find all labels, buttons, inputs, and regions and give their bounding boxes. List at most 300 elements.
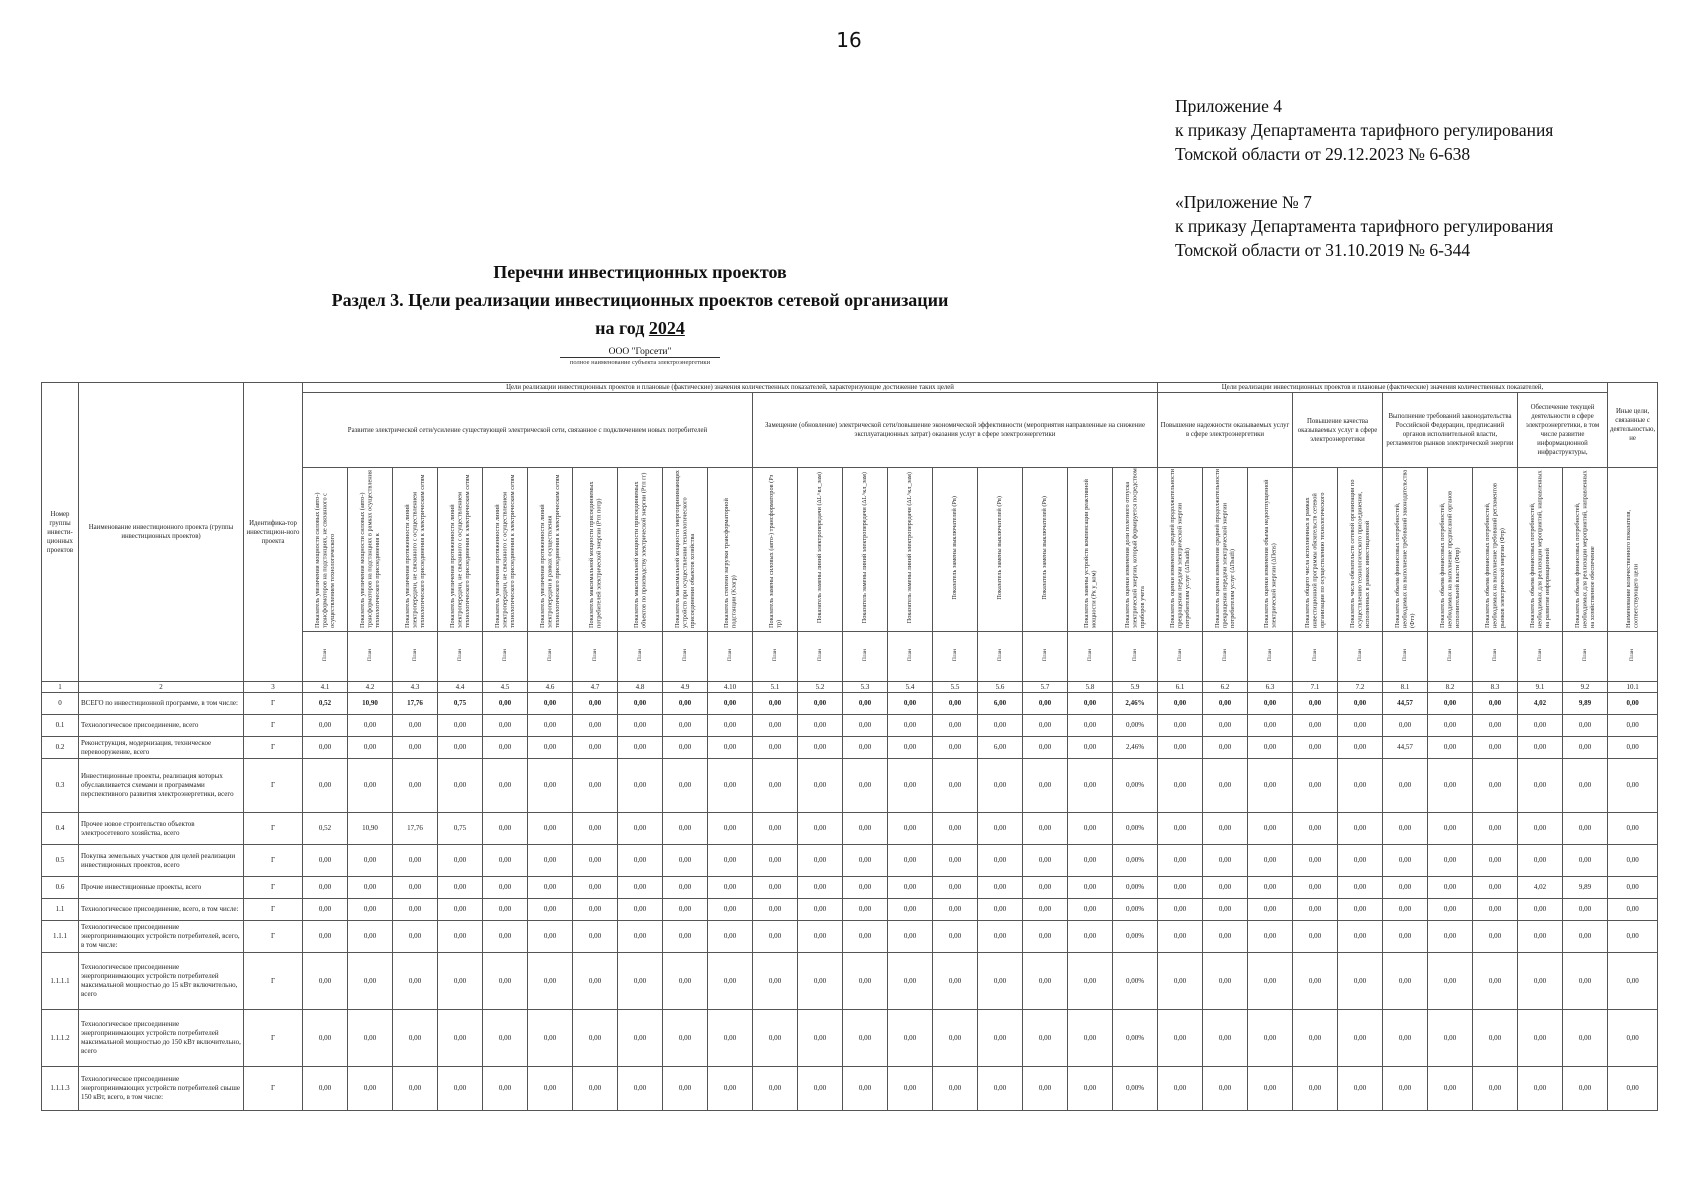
value-cell: 0,00 — [753, 693, 798, 715]
value-cell: 0,00 — [663, 1067, 708, 1111]
table-row — [42, 715, 1658, 737]
sub-header-28 — [1518, 468, 1563, 632]
column-number: 4.8 — [618, 682, 663, 693]
value-cell: 0,00 — [1068, 877, 1113, 899]
value-cell: 0,00 — [888, 715, 933, 737]
value-cell: 0,00 — [1563, 759, 1608, 813]
value-cell: 0,00 — [798, 899, 843, 921]
sub-header-11 — [753, 468, 798, 632]
column-number: 10.1 — [1608, 682, 1658, 693]
plan-label: План — [861, 648, 868, 662]
sub-header-19 — [1113, 468, 1158, 632]
value-cell: 0,00 — [483, 921, 528, 953]
value-cell: 0,00 — [573, 845, 618, 877]
column-number: 7.2 — [1338, 682, 1383, 693]
value-cell: 0,00 — [798, 813, 843, 845]
row-project-name: Технологическое присоединение энергопринимающих устройств потребителей, всего, в том числе: — [79, 921, 244, 953]
value-cell: 0,00 — [1338, 759, 1383, 813]
page-number: 16 — [836, 28, 862, 52]
org-name: ООО "Горсети" — [560, 347, 720, 358]
value-cell: 0,00 — [1023, 953, 1068, 1010]
value-cell: 0,00 — [483, 715, 528, 737]
value-cell: 0,00 — [1338, 715, 1383, 737]
sub-header-text: Показатель степени загрузки трансформаторной подстанции (Kзагр) — [722, 498, 737, 628]
value-cell: 0,00 — [933, 715, 978, 737]
row-number: 0.4 — [42, 813, 79, 845]
value-cell: 0,00 — [1248, 737, 1293, 759]
sub-header-text: Показатель увеличения протяженности линий электропередачи, не связанного с осуществлением технологического присоединения к электрическим сетям — [448, 474, 471, 628]
plan-cell — [663, 632, 708, 682]
value-cell: 0,00 — [1338, 899, 1383, 921]
sub-header-text: Показатель замены устройств компенсации реактивной мощности (Pк у_ком) — [1082, 479, 1097, 628]
value-cell: 0,00 — [1338, 693, 1383, 715]
table-row — [42, 759, 1658, 813]
value-cell: 0,00 — [1428, 759, 1473, 813]
row-project-id: Г — [244, 759, 303, 813]
value-cell: 0,00 — [348, 759, 393, 813]
column-number: 6.1 — [1158, 682, 1203, 693]
value-cell: 0,00 — [393, 877, 438, 899]
value-cell: 0,00 — [483, 877, 528, 899]
sub-header-text: Показатель оценки изменения средней продолжительности прекращения передачи электрической энергии потребителям услуг (ΔПsaidi) — [1168, 468, 1191, 628]
value-cell: 0,00 — [1428, 715, 1473, 737]
value-cell: 0,00 — [708, 1067, 753, 1111]
value-cell: 0,00 — [618, 759, 663, 813]
appendix-1-line-1: Приложение 4 — [1175, 96, 1283, 116]
value-cell: 0,00 — [1383, 813, 1428, 845]
value-cell: 0,00 — [1203, 1067, 1248, 1111]
value-cell: 0,00 — [1473, 921, 1518, 953]
sub-header-14 — [888, 468, 933, 632]
value-cell: 0,00 — [348, 1010, 393, 1067]
value-cell: 0,00 — [303, 845, 348, 877]
column-number: 4.9 — [663, 682, 708, 693]
value-cell: 0,00 — [1338, 1067, 1383, 1111]
value-cell: 0,00 — [1473, 813, 1518, 845]
row-project-id: Г — [244, 1010, 303, 1067]
value-cell: 0,00 — [1518, 715, 1563, 737]
value-cell: 0,00 — [573, 737, 618, 759]
value-cell: 0,00 — [1518, 1067, 1563, 1111]
column-number: 5.3 — [843, 682, 888, 693]
value-cell: 0,00 — [348, 737, 393, 759]
sub-header-text: Показатель объема финансовых потребностей, необходимых на выполнение требований регламентов рынков электрической энергии (Фтр) — [1483, 482, 1506, 628]
value-cell: 0,00 — [303, 899, 348, 921]
row-number: 0 — [42, 693, 79, 715]
value-cell: 0,00 — [348, 899, 393, 921]
sub-header-23 — [1293, 468, 1338, 632]
value-cell: 0,00 — [1608, 813, 1658, 845]
value-cell: 0,00 — [708, 845, 753, 877]
value-cell: 0,00% — [1113, 813, 1158, 845]
plan-label: План — [996, 648, 1003, 662]
value-cell: 0,00 — [843, 737, 888, 759]
value-cell: 0,00 — [348, 877, 393, 899]
value-cell: 0,00 — [618, 737, 663, 759]
appendix-2-line-2: к приказу Департамента тарифного регулирования — [1175, 216, 1554, 236]
title-line-2: Раздел 3. Цели реализации инвестиционных проектов сетевой организации — [331, 290, 949, 310]
value-cell: 0,00 — [663, 759, 708, 813]
value-cell: 0,00 — [303, 737, 348, 759]
column-number: 2 — [79, 682, 244, 693]
value-cell: 0,00 — [573, 877, 618, 899]
value-cell: 0,00 — [1563, 1067, 1608, 1111]
value-cell: 0,00 — [888, 759, 933, 813]
value-cell: 0,00 — [1518, 845, 1563, 877]
value-cell: 0,00 — [978, 813, 1023, 845]
value-cell: 0,00 — [1293, 759, 1338, 813]
org-caption: полное наименование субъекта электроэнергетики — [569, 359, 711, 366]
value-cell: 0,00 — [573, 813, 618, 845]
value-cell: 0,00 — [798, 759, 843, 813]
value-cell: 0,00 — [1563, 845, 1608, 877]
table-row — [42, 877, 1658, 899]
plan-label: План — [366, 648, 373, 662]
value-cell: 0,00 — [1203, 1010, 1248, 1067]
column-number: 4.4 — [438, 682, 483, 693]
row-project-id: Г — [244, 877, 303, 899]
sub-header-text: Показатель замены выключателей (Pв) — [951, 496, 959, 600]
value-cell: 0,00 — [483, 953, 528, 1010]
plan-cell — [1563, 632, 1608, 682]
value-cell: 0,00 — [1293, 715, 1338, 737]
value-cell: 0,00 — [1068, 953, 1113, 1010]
value-cell: 0,00 — [888, 737, 933, 759]
value-cell: 0,00 — [1383, 715, 1428, 737]
row-project-id: Г — [244, 953, 303, 1010]
sub-header-16 — [978, 468, 1023, 632]
sub-header-18 — [1068, 468, 1113, 632]
value-cell: 0,00 — [1248, 759, 1293, 813]
plan-label: План — [1266, 648, 1273, 662]
value-cell: 0,00 — [1158, 1067, 1203, 1111]
value-cell: 0,00 — [1158, 845, 1203, 877]
plan-label: План — [1041, 648, 1048, 662]
sub-header-26 — [1428, 468, 1473, 632]
row-project-id: Г — [244, 813, 303, 845]
plan-cell — [618, 632, 663, 682]
value-cell: 0,00 — [1203, 693, 1248, 715]
value-cell: 0,00 — [1383, 921, 1428, 953]
value-cell: 0,00 — [708, 953, 753, 1010]
value-cell: 0,00 — [708, 693, 753, 715]
value-cell: 0,00 — [1428, 953, 1473, 1010]
value-cell: 0,00 — [1608, 1067, 1658, 1111]
row-project-name: Технологическое присоединение энергопринимающих устройств потребителей максимальной мощностью до 150 кВт включительно, всего — [79, 1010, 244, 1067]
sub-header-9 — [663, 468, 708, 632]
table-row — [42, 845, 1658, 877]
value-cell: 0,00 — [528, 737, 573, 759]
value-cell: 2,46% — [1113, 737, 1158, 759]
sub-header-3 — [393, 468, 438, 632]
column-number: 4.1 — [303, 682, 348, 693]
sub-header-27 — [1473, 468, 1518, 632]
column-number: 6.3 — [1248, 682, 1293, 693]
value-cell: 0,00 — [888, 813, 933, 845]
value-cell: 0,00 — [978, 953, 1023, 1010]
value-cell: 0,00 — [753, 899, 798, 921]
value-cell: 0,00 — [753, 737, 798, 759]
row-project-name: Технологическое присоединение, всего — [79, 715, 244, 737]
value-cell: 0,00 — [798, 1010, 843, 1067]
value-cell: 0,00% — [1113, 1067, 1158, 1111]
value-cell: 0,00 — [933, 953, 978, 1010]
value-cell: 0,00 — [933, 899, 978, 921]
value-cell: 0,00 — [663, 899, 708, 921]
value-cell: 0,00 — [978, 1010, 1023, 1067]
sub-header-text: Показатель замены выключателей (Pв) — [996, 496, 1004, 600]
sub-header-24 — [1338, 468, 1383, 632]
value-cell: 0,00 — [618, 845, 663, 877]
value-cell: 0,00 — [1293, 921, 1338, 953]
title-block — [240, 258, 1040, 342]
value-cell: 0,00 — [1473, 953, 1518, 1010]
value-cell: 0,00 — [1203, 877, 1248, 899]
value-cell: 0,00 — [348, 1067, 393, 1111]
value-cell: 0,00 — [1518, 759, 1563, 813]
header-group-operations: Обеспечение текущей деятельности в сфере электроэнергетики, в том числе развитие информационной инфраструктуры, — [1518, 393, 1608, 468]
plan-label: План — [771, 648, 778, 662]
value-cell: 17,76 — [393, 693, 438, 715]
sub-header-8 — [618, 468, 663, 632]
value-cell: 0,00 — [1158, 899, 1203, 921]
value-cell: 0,00 — [303, 759, 348, 813]
value-cell: 0,00 — [1068, 1010, 1113, 1067]
sub-header-text: Показатель замены линий электропередачи (ΔL^кл_зам) — [861, 472, 869, 624]
plan-cell — [1113, 632, 1158, 682]
value-cell: 0,00 — [753, 1067, 798, 1111]
column-number: 9.2 — [1563, 682, 1608, 693]
value-cell: 0,00 — [1383, 953, 1428, 1010]
title-line-1: Перечни инвестиционных проектов — [493, 262, 787, 282]
value-cell: 0,00 — [1428, 1067, 1473, 1111]
value-cell: 0,00 — [798, 693, 843, 715]
value-cell: 0,00 — [1428, 813, 1473, 845]
value-cell: 0,00 — [1158, 921, 1203, 953]
sub-header-text: Показатель увеличения мощности силовых (авто-) трансформаторов на подстанциях в рамках осуществления технологического присоединения к — [358, 470, 381, 628]
value-cell: 0,00 — [798, 1067, 843, 1111]
value-cell: 0,00 — [1023, 813, 1068, 845]
value-cell: 0,00 — [438, 921, 483, 953]
value-cell: 0,00 — [1158, 813, 1203, 845]
value-cell: 0,00 — [1158, 1010, 1203, 1067]
value-cell: 10,90 — [348, 693, 393, 715]
value-cell: 0,00 — [1608, 759, 1658, 813]
value-cell: 0,00 — [978, 759, 1023, 813]
value-cell: 0,00 — [573, 759, 618, 813]
sub-header-30 — [1608, 468, 1658, 632]
value-cell: 0,00 — [843, 813, 888, 845]
value-cell: 0,00 — [888, 845, 933, 877]
value-cell: 0,00 — [1023, 1067, 1068, 1111]
value-cell: 0,00 — [618, 693, 663, 715]
plan-label: План — [1401, 648, 1408, 662]
row-number: 0.5 — [42, 845, 79, 877]
plan-label: План — [1446, 648, 1453, 662]
value-cell: 0,00 — [1068, 1067, 1113, 1111]
value-cell: 0,00 — [1293, 877, 1338, 899]
column-number: 3 — [244, 682, 303, 693]
value-cell: 0,00 — [933, 921, 978, 953]
value-cell: 0,00 — [1563, 737, 1608, 759]
value-cell: 0,00 — [528, 877, 573, 899]
value-cell: 0,00 — [753, 877, 798, 899]
plan-label: План — [726, 648, 733, 662]
column-number: 8.2 — [1428, 682, 1473, 693]
row-project-id: Г — [244, 715, 303, 737]
value-cell: 0,00 — [708, 715, 753, 737]
value-cell: 0,00 — [753, 921, 798, 953]
value-cell: 0,00 — [1563, 813, 1608, 845]
value-cell: 0,00 — [663, 693, 708, 715]
value-cell: 0,00 — [618, 899, 663, 921]
value-cell: 0,00 — [1293, 899, 1338, 921]
value-cell: 0,00 — [1518, 737, 1563, 759]
value-cell: 0,00 — [1068, 715, 1113, 737]
value-cell: 0,00 — [1293, 693, 1338, 715]
value-cell: 0,00 — [1428, 1010, 1473, 1067]
value-cell: 0,00 — [663, 715, 708, 737]
value-cell: 0,00 — [798, 921, 843, 953]
value-cell: 0,00 — [393, 715, 438, 737]
appendix-block-2 — [1175, 190, 1553, 262]
value-cell: 0,00 — [1338, 813, 1383, 845]
value-cell: 0,00% — [1113, 715, 1158, 737]
header-goals-left: Цели реализации инвестиционных проектов и плановые (фактические) значения количественных показателей, характеризующие достижение таких целей — [303, 383, 1158, 393]
row-number: 1.1.1.3 — [42, 1067, 79, 1111]
value-cell: 0,00 — [888, 877, 933, 899]
value-cell: 0,00% — [1113, 845, 1158, 877]
row-project-name: Прочие инвестиционные проекты, всего — [79, 877, 244, 899]
column-number: 7.1 — [1293, 682, 1338, 693]
value-cell: 0,00 — [618, 953, 663, 1010]
value-cell: 0,00 — [1248, 715, 1293, 737]
value-cell: 4,02 — [1518, 877, 1563, 899]
row-project-name: Технологическое присоединение, всего, в том числе: — [79, 899, 244, 921]
value-cell: 0,00 — [303, 953, 348, 1010]
sub-header-text: Показатель замены линий электропередачи (ΔL^вл_зам) — [816, 472, 824, 624]
plan-label: План — [1581, 648, 1588, 662]
plan-label: План — [1311, 648, 1318, 662]
value-cell: 0,00 — [1203, 921, 1248, 953]
value-cell: 0,00 — [1203, 899, 1248, 921]
value-cell: 0,00 — [1473, 899, 1518, 921]
value-cell: 0,00 — [1293, 813, 1338, 845]
value-cell: 0,00 — [1518, 899, 1563, 921]
value-cell: 0,00 — [1023, 845, 1068, 877]
header-group-reliability: Повышение надежности оказываемых услуг в сфере электроэнергетики — [1158, 393, 1293, 468]
plan-label: План — [816, 648, 823, 662]
value-cell: 6,00 — [978, 693, 1023, 715]
value-cell: 0,00 — [618, 877, 663, 899]
value-cell: 0,00 — [1428, 921, 1473, 953]
plan-label: План — [1176, 648, 1183, 662]
value-cell: 0,00 — [438, 899, 483, 921]
row-project-id: Г — [244, 737, 303, 759]
table-row — [42, 682, 1658, 693]
value-cell: 0,00 — [1338, 877, 1383, 899]
value-cell: 0,00 — [1203, 715, 1248, 737]
value-cell: 0,00 — [933, 845, 978, 877]
sub-header-6 — [528, 468, 573, 632]
value-cell: 0,00 — [753, 759, 798, 813]
sub-header-22 — [1248, 468, 1293, 632]
value-cell: 0,00 — [528, 953, 573, 1010]
value-cell: 0,00 — [483, 845, 528, 877]
value-cell: 0,00 — [753, 845, 798, 877]
value-cell: 0,00 — [888, 921, 933, 953]
row-number: 1.1 — [42, 899, 79, 921]
value-cell: 0,00 — [528, 813, 573, 845]
value-cell: 0,00 — [1428, 693, 1473, 715]
value-cell: 0,00% — [1113, 921, 1158, 953]
row-number: 1.1.1.1 — [42, 953, 79, 1010]
column-number: 5.9 — [1113, 682, 1158, 693]
value-cell: 0,00 — [528, 1067, 573, 1111]
value-cell: 0,00 — [1203, 759, 1248, 813]
table-row — [42, 899, 1658, 921]
value-cell: 0,00 — [708, 877, 753, 899]
value-cell: 0,00 — [618, 921, 663, 953]
value-cell: 0,00 — [438, 953, 483, 1010]
plan-cell — [798, 632, 843, 682]
value-cell: 0,00 — [1023, 759, 1068, 813]
value-cell: 9,89 — [1563, 693, 1608, 715]
header-group-legal: Выполнение требований законодательства Российской Федерации, предписаний органов исполнительной власти, регламентов рынков электрической энергии — [1383, 393, 1518, 468]
value-cell: 0,00 — [1473, 693, 1518, 715]
value-cell: 0,00 — [1518, 921, 1563, 953]
plan-cell — [1383, 632, 1428, 682]
value-cell: 0,00 — [1158, 715, 1203, 737]
plan-label: План — [636, 648, 643, 662]
row-number: 0.6 — [42, 877, 79, 899]
sub-header-7 — [573, 468, 618, 632]
value-cell: 0,00 — [663, 953, 708, 1010]
value-cell: 0,75 — [438, 693, 483, 715]
column-number: 1 — [42, 682, 79, 693]
sub-header-15 — [933, 468, 978, 632]
plan-label: План — [1221, 648, 1228, 662]
value-cell: 0,00 — [438, 715, 483, 737]
row-project-name: Технологическое присоединение энергопринимающих устройств потребителей свыше 150 кВт, всего, в том числе: — [79, 1067, 244, 1111]
value-cell: 0,00 — [1203, 845, 1248, 877]
plan-cell — [1068, 632, 1113, 682]
sub-header-2 — [348, 468, 393, 632]
plan-label: План — [546, 648, 553, 662]
value-cell: 9,89 — [1563, 877, 1608, 899]
value-cell: 0,00 — [393, 921, 438, 953]
table-row — [42, 383, 1658, 393]
row-project-name: Технологическое присоединение энергопринимающих устройств потребителей максимальной мощностью до 15 кВт включительно, всего — [79, 953, 244, 1010]
value-cell: 0,00 — [1068, 845, 1113, 877]
plan-cell — [393, 632, 438, 682]
plan-cell — [483, 632, 528, 682]
value-cell: 0,00 — [1068, 737, 1113, 759]
value-cell: 0,00 — [1338, 737, 1383, 759]
value-cell: 0,00 — [978, 1067, 1023, 1111]
row-project-name: Реконструкция, модернизация, техническое перевооружение, всего — [79, 737, 244, 759]
sub-header-text: Показатель оценки изменения средней продолжительности прекращения передачи электрической энергии потребителям услуг (ΔПsaifi) — [1213, 468, 1236, 628]
appendix-2-line-1: «Приложение № 7 — [1175, 192, 1312, 212]
value-cell: 0,00 — [978, 877, 1023, 899]
value-cell: 0,00 — [393, 953, 438, 1010]
value-cell: 0,00 — [933, 1010, 978, 1067]
value-cell: 0,00 — [1068, 899, 1113, 921]
value-cell: 0,00 — [483, 813, 528, 845]
sub-header-text: Показатель увеличения протяженности линий электропередачи, не связанного с осуществлением технологического присоединения к электрическим сетям — [493, 474, 516, 628]
column-number: 5.8 — [1068, 682, 1113, 693]
value-cell: 0,00 — [1068, 693, 1113, 715]
